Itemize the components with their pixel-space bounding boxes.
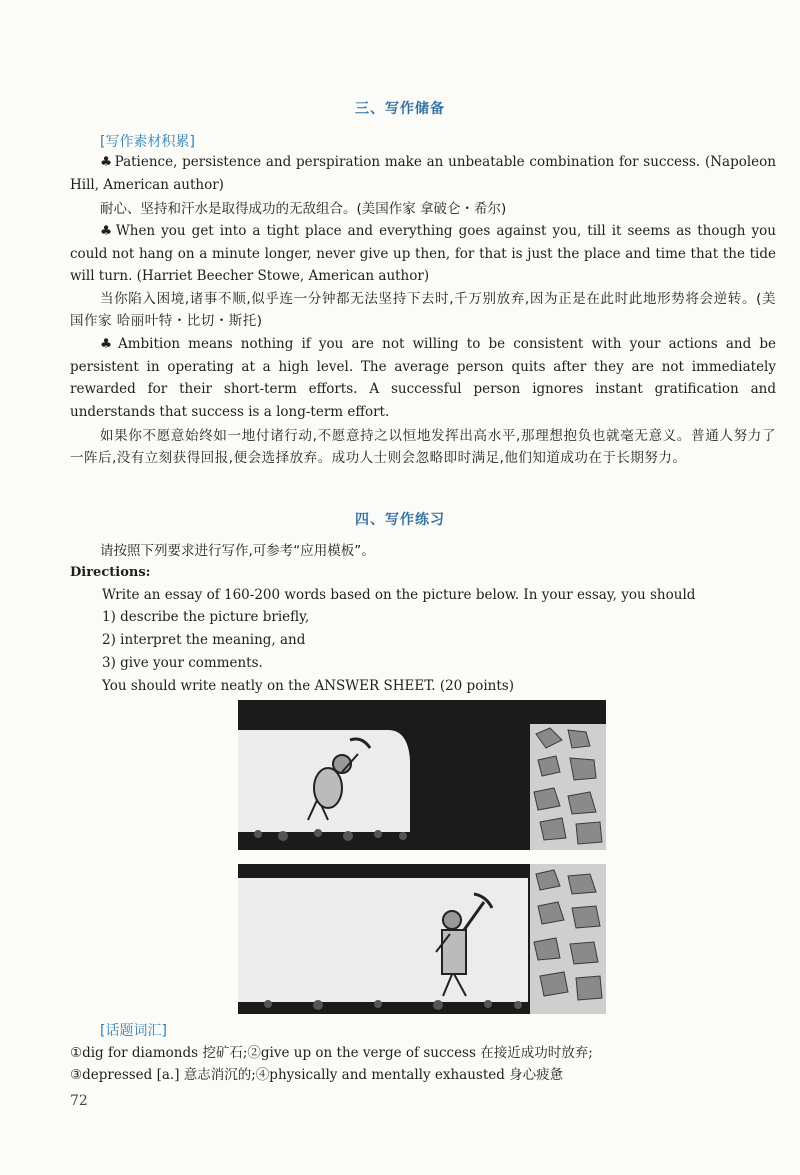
quote-en-1-text: Patience, persistence and perspiration make an unbeatable combination for success. (Napoleon Hill, American author) (70, 154, 776, 193)
directions-line-3: 2) interpret the meaning, and (102, 632, 306, 648)
cartoon-miner-giving-up-illustration (238, 864, 606, 1014)
cartoon-miner-digging-illustration (238, 700, 606, 850)
quote-en-3 (70, 333, 776, 423)
quote-en-3-text: Ambition means nothing if you are not willing to be consistent with your actions and be persistent in operating at a high level. The average person quits after they are not immediately rewarded for their short-term efforts. A successful person ignores instant gratification and understands that success is a long-term effort. (70, 336, 776, 420)
quote-cn-1: 耐心、坚持和汗水是取得成功的无敌组合。(美国作家 拿破仑・希尔) (100, 201, 507, 217)
club-icon: ♣ (100, 223, 114, 239)
material-tag: [写作素材积累] (100, 134, 195, 150)
section-heading-writing-prep: 三、写作储备 (355, 101, 445, 117)
directions-line-4: 3) give your comments. (102, 655, 263, 671)
directions-line-2: 1) describe the picture briefly, (102, 609, 310, 625)
cartoon-panel-bottom (238, 864, 606, 1014)
cartoon-panel-top (238, 700, 606, 850)
practice-instruction: 请按照下列要求进行写作,可参考“应用模板”。 (100, 543, 375, 559)
vocabulary-line-2: ③depressed [a.] 意志消沉的;④physically and mentally exhausted 身心疲惫 (70, 1067, 564, 1083)
directions-line-1: Write an essay of 160-200 words based on the picture below. In your essay, you should (102, 587, 696, 603)
vocabulary-tag: [话题词汇] (100, 1023, 167, 1039)
club-icon: ♣ (100, 154, 113, 170)
vocabulary-line-1: ①dig for diamonds 挖矿石;②give up on the verge of success 在接近成功时放弃; (70, 1045, 593, 1061)
club-icon: ♣ (100, 336, 116, 352)
section-heading-writing-practice: 四、写作练习 (355, 512, 445, 528)
quote-cn-3: 如果你不愿意始终如一地付诸行动,不愿意持之以恒地发挥出高水平,那理想抱负也就毫无意义。普通人努力了一阵后,没有立刻获得回报,便会选择放弃。成功人士则会忽略即时满足,他们知道成功在于长期努力。 (70, 428, 776, 466)
quote-en-2 (70, 220, 776, 288)
quote-cn-2: 当你陷入困境,诸事不顺,似乎连一分钟都无法坚持下去时,千万别放弃,因为正是在此时此地形势将会逆转。(美国作家 哈丽叶特・比切・斯托) (70, 291, 776, 329)
directions-line-5: You should write neatly on the ANSWER SHEET. (20 points) (102, 678, 514, 694)
page-number: 72 (70, 1093, 88, 1109)
quote-en-2-text: When you get into a tight place and everything goes against you, till it seems as though you could not hang on a minute longer, never give up then, for that is just the place and time that the tide will turn. (Harriet Beecher Stowe, American author) (70, 223, 776, 285)
directions-label: Directions: (70, 565, 151, 580)
quote-en-1 (70, 151, 776, 196)
